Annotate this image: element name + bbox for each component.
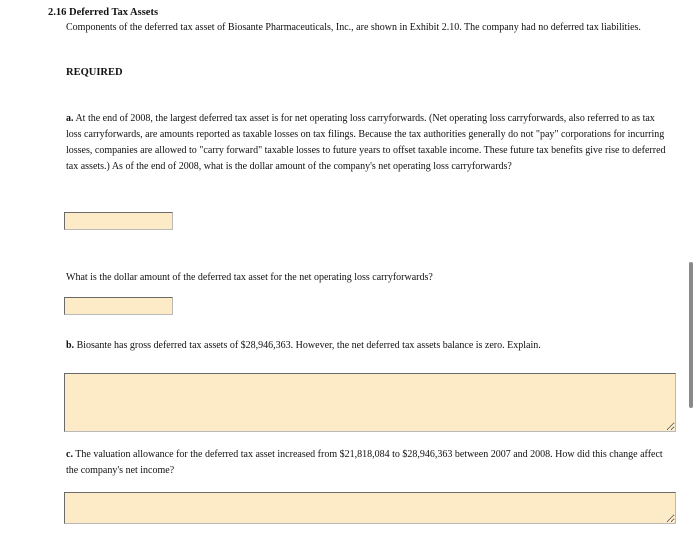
question-b-text: Biosante has gross deferred tax assets of $28,946,363. However, the net deferred tax assets balance is zero. Explain. bbox=[74, 340, 541, 351]
question-b bbox=[66, 338, 672, 354]
question-b-letter: b. bbox=[66, 340, 75, 351]
nol-carryforward-amount-input[interactable] bbox=[64, 212, 173, 230]
question-a bbox=[66, 111, 672, 175]
question-c-text: The valuation allowance for the deferred tax asset increased from $21,818,084 to $28,946,363 between 2007 and 2008. How did this change affect the company's net income? bbox=[66, 449, 663, 476]
required-heading: REQUIRED bbox=[66, 67, 123, 78]
question-a-followup: What is the dollar amount of the deferred tax asset for the net operating loss carryforwards? bbox=[66, 272, 433, 283]
nol-deferred-tax-asset-input[interactable] bbox=[64, 297, 173, 315]
question-a-letter: a. bbox=[66, 113, 74, 124]
net-deferred-explanation-textarea[interactable] bbox=[64, 373, 676, 432]
net-income-effect-textarea[interactable] bbox=[64, 492, 676, 524]
question-a-text: At the end of 2008, the largest deferred tax asset is for net operating loss carryforwards. (Net operating loss carryforwards, also referred to as tax loss carryforwards, are amounts reported as taxable losses on tax filings. Because the tax authorities generally do not "pay" corporations for incurring losses, companies are allowed to "carry forward" taxable losses to future years to offset taxable income. These future tax benefits give rise to deferred tax assets.) As of the end of 2008, what is the dollar amount of the company's net operating loss carryforwards? bbox=[66, 113, 666, 172]
section-title: 2.16 Deferred Tax Assets bbox=[48, 7, 159, 18]
question-c bbox=[66, 447, 672, 479]
section-intro: Components of the deferred tax asset of Biosante Pharmaceuticals, Inc., are shown in Exhibit 2.10. The company had no deferred tax liabilities. bbox=[66, 22, 641, 33]
question-c-letter: c. bbox=[66, 449, 73, 460]
vertical-scrollbar[interactable] bbox=[689, 262, 693, 408]
